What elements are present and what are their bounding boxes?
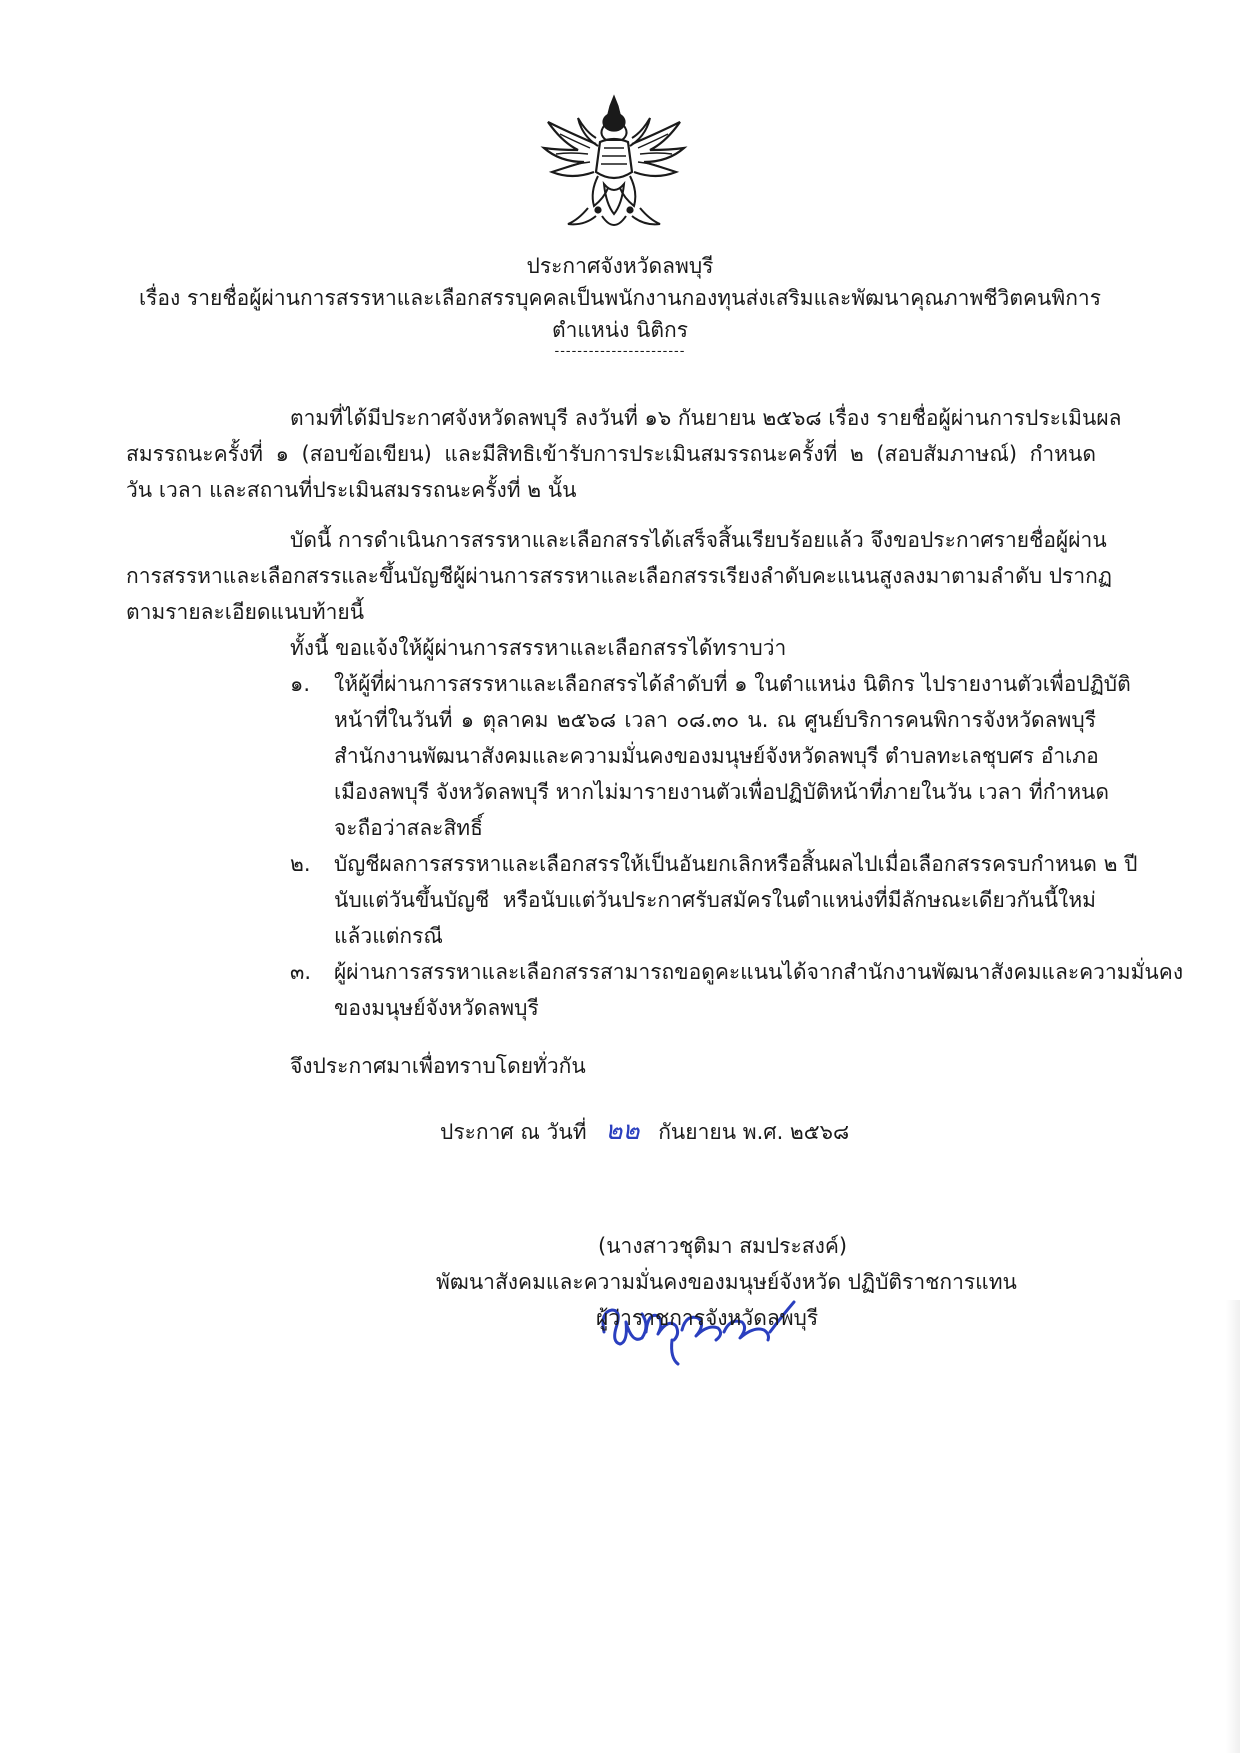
garuda-emblem-icon	[538, 92, 690, 238]
item-2-line-1: บัญชีผลการสรรหาและเลือกสรรให้เป็นอันยกเลิกหรือสิ้นผลไปเมื่อเลือกสรรครบกำหนด ๒ ปี	[334, 852, 1138, 876]
para2-line-3: ตามรายละเอียดแนบท้ายนี้	[126, 600, 365, 624]
announcement-subject: เรื่อง รายชื่อผู้ผ่านการสรรหาและเลือกสรรบุคคลเป็นพนักงานกองทุนส่งเสริมและพัฒนาคุณภาพชีวิตคนพิการ	[138, 286, 1102, 310]
item-2-line-2: นับแต่วันขึ้นบัญชี หรือนับแต่วันประกาศรับสมัครในตำแหน่งที่มีลักษณะเดียวกันนี้ใหม่	[334, 888, 1096, 912]
announcement-date	[440, 1110, 849, 1151]
item-3-line-1: ผู้ผ่านการสรรหาและเลือกสรรสามารถขอดูคะแนนได้จากสำนักงานพัฒนาสังคมและความมั่นคง	[334, 960, 1184, 984]
page-edge-shadow	[1226, 1300, 1240, 1753]
signer-title: พัฒนาสังคมและความมั่นคงของมนุษย์จังหวัด ปฏิบัติราชการแทน	[436, 1270, 1017, 1294]
date-day-handwritten: ๒๒	[605, 1116, 640, 1146]
header-divider: -----------------------	[554, 344, 686, 359]
item-3-line-2: ของมนุษย์จังหวัดลพบุรี	[334, 996, 539, 1020]
item-1-line-3: สำนักงานพัฒนาสังคมและความมั่นคงของมนุษย์จังหวัดลพบุรี ตำบลทะเลชุบศร อำเภอ	[334, 744, 1099, 768]
item-2-line-3: แล้วแต่กรณี	[334, 924, 443, 948]
date-suffix: กันยายน พ.ศ. ๒๕๖๘	[658, 1120, 850, 1144]
para2-line-2: การสรรหาและเลือกสรรและขึ้นบัญชีผู้ผ่านการสรรหาและเลือกสรรเรียงลำดับคะแนนสูงลงมาตามลำดับ ปรากฏ	[126, 564, 1112, 588]
item-1-line-4: เมืองลพบุรี จังหวัดลพบุรี หากไม่มารายงานตัวเพื่อปฏิบัติหน้าที่ภายในวัน เวลา ที่กำหนด	[334, 780, 1110, 804]
signer-name: (นางสาวชุติมา สมประสงค์)	[598, 1234, 848, 1258]
para1-line-3: วัน เวลา และสถานที่ประเมินสมรรถนะครั้งที่ ๒ นั้น	[126, 478, 577, 502]
para3-intro: ทั้งนี้ ขอแจ้งให้ผู้ผ่านการสรรหาและเลือกสรรได้ทราบว่า	[290, 636, 787, 660]
item-1-line-1: ให้ผู้ที่ผ่านการสรรหาและเลือกสรรได้ลำดับที่ ๑ ในตำแหน่ง นิติกร ไปรายงานตัวเพื่อปฏิบัติ	[334, 672, 1131, 696]
date-prefix: ประกาศ ณ วันที่	[440, 1120, 587, 1144]
item-1-line-2: หน้าที่ในวันที่ ๑ ตุลาคม ๒๕๖๘ เวลา ๐๘.๓๐ น. ณ ศูนย์บริการคนพิการจังหวัดลพบุรี	[334, 708, 1096, 732]
closing-statement: จึงประกาศมาเพื่อทราบโดยทั่วกัน	[290, 1054, 586, 1078]
item-2-number: ๒.	[290, 852, 311, 876]
item-1-line-5: จะถือว่าสละสิทธิ์	[334, 816, 483, 840]
item-1-number: ๑.	[290, 672, 311, 696]
para1-line-2: สมรรถนะครั้งที่ ๑ (สอบข้อเขียน) และมีสิทธิเข้ารับการประเมินสมรรถนะครั้งที่ ๒ (สอบสัมภาษณ์) กำหนด	[126, 442, 1096, 466]
para1-line-1: ตามที่ได้มีประกาศจังหวัดลพบุรี ลงวันที่ ๑๖ กันยายน ๒๕๖๘ เรื่อง รายชื่อผู้ผ่านการประเมินผล	[290, 406, 1122, 430]
announcement-title: ประกาศจังหวัดลพบุรี	[526, 254, 714, 278]
item-3-number: ๓.	[290, 960, 312, 984]
announcement-position: ตำแหน่ง นิติกร	[551, 318, 689, 342]
signer-office: ผู้ว่าราชการจังหวัดลพบุรี	[596, 1306, 819, 1330]
para2-line-1: บัดนี้ การดำเนินการสรรหาและเลือกสรรได้เสร็จสิ้นเรียบร้อยแล้ว จึงขอประกาศรายชื่อผู้ผ่าน	[290, 528, 1107, 552]
